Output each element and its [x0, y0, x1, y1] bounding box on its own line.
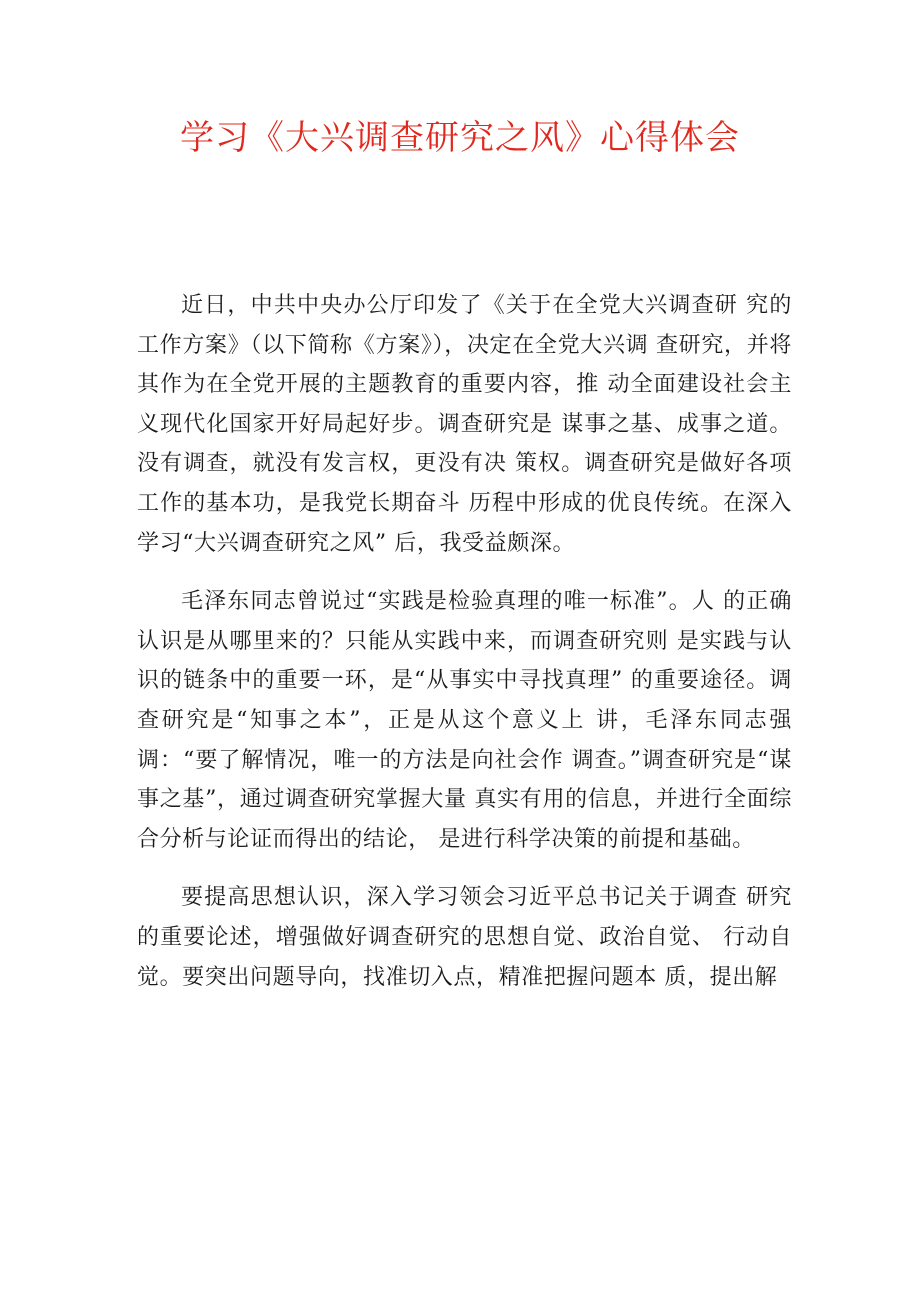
paragraph: 近日，中共中央办公厅印发了《关于在全党大兴调查研 究的工作方案》（以下简称《方案》），决定在全党大兴调 查研究，并将其作为在全党开展的主题教育的重要内容，推 动全面建设社会主义现代化国家开好局起好步。调查研究是 谋事之基、成事之道。没有调查，就没有发言权，更没有决 策权。调查研究是做好各项工作的基本功，是我党长期奋斗 历程中形成的优良传统。在深入学习“大兴调查研究之风” 后，我受益颇深。	[137, 293, 792, 556]
document-title: 学习《大兴调查研究之风》心得体会	[180, 118, 740, 158]
paragraph: 要提高思想认识，深入学习领会习近平总书记关于调查 研究的重要论述，增强做好调查研究的思想自觉、政治自觉、 行动自觉。要突出问题导向，找准切入点，精准把握问题本 质，提出解	[137, 885, 792, 990]
paragraph: 毛泽东同志曾说过“实践是检验真理的唯一标准”。人 的正确认识是从哪里来的？只能从实践中来，而调查研究则 是实践与认识的链条中的重要一环，是“从事实中寻找真理” 的重要途径。调查研究是“知事之本”，正是从这个意义上 讲，毛泽东同志强调：“要了解情况，唯一的方法是向社会作 调查。”调查研究是“谋事之基”，通过调查研究掌握大量 真实有用的信息，并进行全面综合分析与论证而得出的结论， 是进行科学决策的前提和基础。	[137, 589, 792, 852]
document-body	[137, 286, 792, 1016]
